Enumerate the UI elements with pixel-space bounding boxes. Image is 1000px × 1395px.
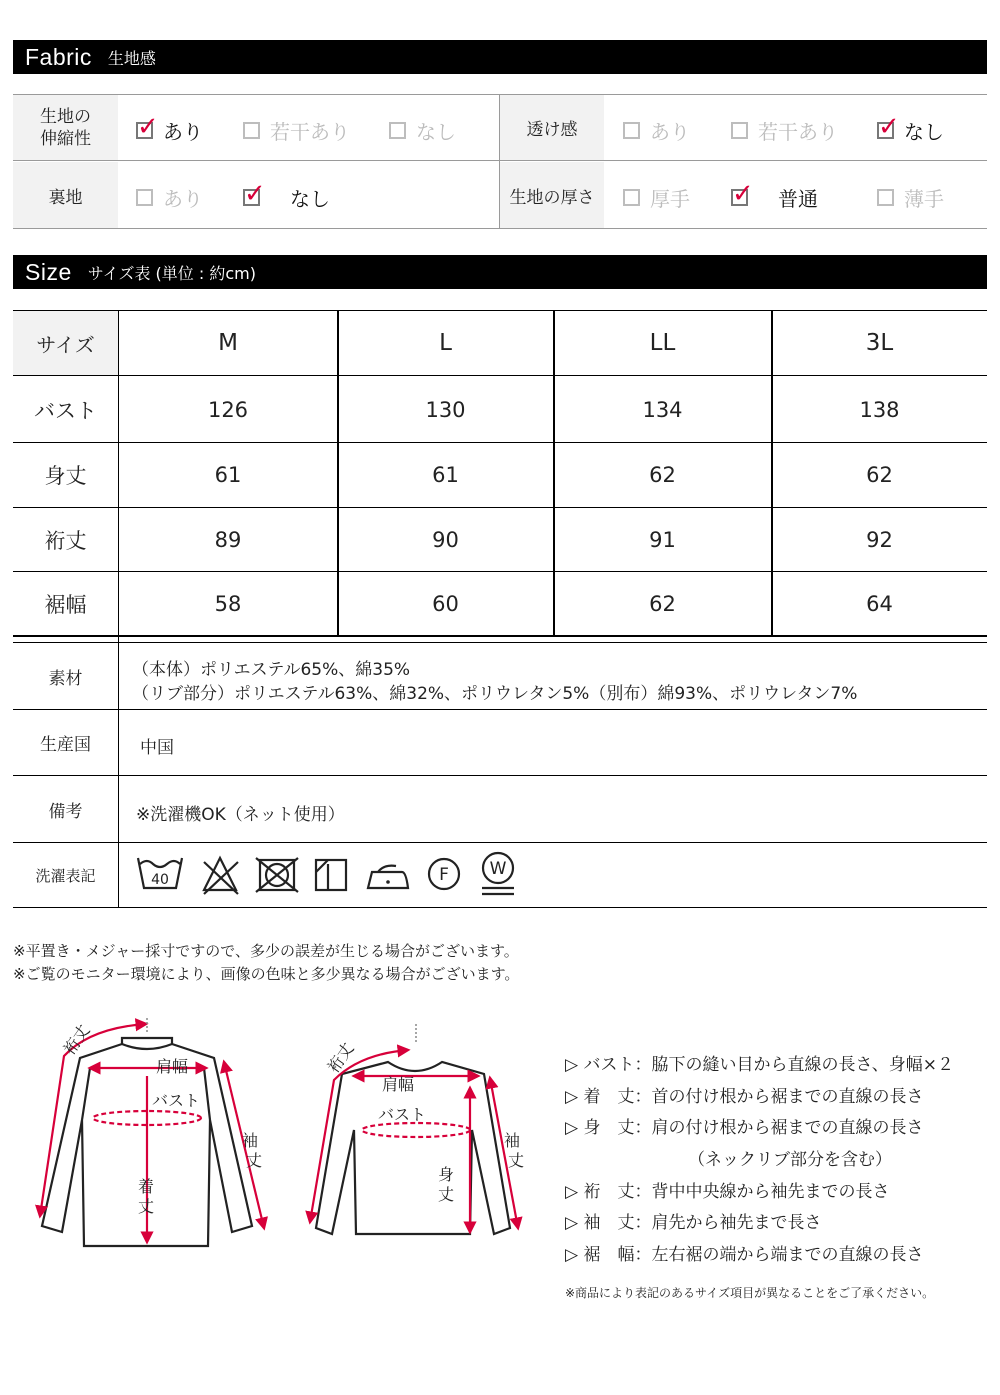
drip-dry-shade-icon [316, 860, 346, 890]
no-bleach-icon [204, 858, 238, 894]
thickness-option-usude: 薄手 [877, 183, 944, 212]
fabric-header [13, 40, 987, 74]
table-cell: 130 [425, 397, 466, 422]
divider [13, 375, 987, 376]
divider [13, 842, 987, 843]
divider [13, 310, 987, 311]
legend-mitake-note: （ネックリブ部分を含む） [688, 1150, 892, 1170]
divider [13, 228, 987, 229]
sweater-mitake-label: 身 [438, 1165, 455, 1184]
table-cell: 90 [432, 527, 459, 552]
jacket-katahaba-label: 肩幅 [156, 1057, 189, 1076]
divider [553, 310, 555, 635]
care-icons [134, 850, 519, 900]
table-cell: 89 [214, 527, 242, 552]
jacket-kitake-label-2: 丈 [138, 1197, 155, 1216]
table-cell: 126 [207, 397, 249, 422]
dry-clean-letter: F [439, 865, 449, 885]
legend-mitake: ▷ 身 丈：肩の付け根から裾までの直線の長さ [565, 1118, 924, 1138]
lining-label: 裏地 [13, 162, 118, 228]
divider [499, 94, 500, 228]
lining-option-nashi: ✓ なし [244, 179, 330, 211]
divider [337, 310, 339, 635]
size-col-m: M [218, 330, 238, 356]
row-label-susohaba: 裾幅 [44, 593, 87, 617]
size-header-label: サイズ [13, 311, 118, 375]
origin-value: 中国 [140, 738, 174, 758]
row-label-yukitake: 裄丈 [44, 528, 87, 553]
divider [13, 442, 987, 443]
divider [771, 310, 773, 635]
table-cell: 92 [866, 527, 893, 552]
jacket-yukitake-label: 裄丈 [59, 1021, 94, 1059]
jacket-bust-label: バスト [152, 1091, 201, 1110]
lining-option-ari: あり [136, 183, 203, 212]
divider [13, 709, 987, 710]
stretch-option-nashi: なし [389, 116, 456, 145]
divider [13, 635, 987, 637]
notes-value: ※洗濯機OK（ネット使用） [136, 805, 345, 825]
divider [13, 907, 987, 908]
wash-temp: 40 [151, 872, 169, 888]
sweater-sodetake-label: 袖 [504, 1131, 521, 1150]
table-cell: 61 [432, 463, 459, 487]
origin-label: 生産国 [40, 735, 91, 755]
divider [13, 160, 987, 161]
thickness-option-atsude: 厚手 [623, 183, 690, 212]
material-label: 素材 [48, 668, 83, 689]
material-line-1: （本体）ポリエステル65%、綿35% [132, 660, 411, 680]
fabric-title: Fabric [25, 43, 92, 70]
stretch-label: 生地の 伸縮性 [13, 95, 118, 160]
divider [13, 507, 987, 508]
size-header [13, 255, 987, 289]
note-2: ※ご覧のモニター環境により、画像の色味と多少異なる場合がございます。 [13, 965, 520, 983]
divider [13, 94, 987, 95]
sheer-option-ari: あり [623, 116, 690, 145]
note-1: ※平置き・メジャー採寸ですので、多少の誤差が生じる場合がございます。 [13, 942, 519, 960]
table-cell: 134 [642, 397, 683, 422]
size-col-l: L [439, 330, 452, 356]
legend-susohaba: ▷ 裾 幅：左右裾の端から端までの直線の長さ [565, 1245, 924, 1265]
divider [13, 642, 987, 643]
jacket-kitake-label: 着 [138, 1177, 155, 1196]
footnote: ※商品により表記のあるサイズ項目が異なることをご了承ください。 [565, 1286, 935, 1300]
table-cell: 60 [432, 592, 459, 616]
size-subtitle: サイズ表 (単位 : 約cm) [87, 263, 256, 283]
table-cell: 64 [866, 592, 893, 616]
table-cell: 91 [649, 527, 676, 552]
table-cell: 62 [649, 463, 676, 487]
material-line-2: （リブ部分）ポリエステル63%、綿32%、ポリウレタン5%（別布）綿93%、ポリウレタン7% [132, 684, 858, 704]
jacket-sodetake-label-2: 丈 [246, 1151, 263, 1170]
divider [118, 310, 119, 635]
notes-label: 備考 [48, 801, 83, 822]
wet-clean-letter: W [489, 859, 507, 879]
row-label-bust: バスト [34, 398, 97, 423]
sweater-bust-label: バスト [378, 1105, 427, 1124]
size-col-ll: LL [649, 330, 676, 356]
thickness-label: 生地の厚さ [500, 162, 604, 228]
row-label-mitake: 身丈 [44, 464, 87, 488]
fabric-subtitle: 生地感 [107, 48, 156, 68]
care-label: 洗濯表記 [35, 866, 96, 885]
sweater-mitake-label-2: 丈 [438, 1185, 455, 1204]
divider [13, 775, 987, 776]
sweater-sodetake-label-2: 丈 [508, 1151, 525, 1170]
garment-diagrams [10, 1010, 550, 1275]
sweater-bust-ellipse [362, 1123, 470, 1137]
legend-kitake: ▷ 着 丈：首の付け根から裾までの直線の長さ [565, 1087, 924, 1107]
divider [13, 571, 987, 572]
legend-yukitake: ▷ 裄 丈：背中中央線から袖先までの長さ [565, 1182, 890, 1202]
table-cell: 62 [649, 592, 676, 616]
jacket-sodetake-label: 袖 [242, 1131, 259, 1150]
thickness-option-futsuu: ✓ 普通 [732, 179, 818, 211]
size-title: Size [25, 258, 72, 285]
table-cell: 58 [214, 592, 242, 616]
iron-dot [386, 880, 390, 884]
sheer-option-nashi: ✓ なし [878, 112, 944, 144]
sheer-label: 透け感 [500, 95, 604, 160]
legend-bust: ▷ バスト：脇下の縫い目から直線の長さ、身幅×２ [565, 1055, 955, 1075]
no-tumble-dry-icon [256, 858, 298, 892]
stretch-option-jakkan: 若干あり [243, 116, 350, 145]
iron-low-icon [368, 866, 408, 888]
sweater-yukitake-label: 裄丈 [323, 1039, 358, 1077]
table-cell: 138 [859, 397, 900, 422]
stretch-option-ari: ✓ あり [137, 112, 203, 144]
legend-sodetake: ▷ 袖 丈：肩先から袖先まで長さ [565, 1213, 822, 1233]
sweater-katahaba-label: 肩幅 [382, 1075, 415, 1094]
sheer-option-jakkan: 若干あり [731, 116, 838, 145]
size-col-3l: 3L [865, 330, 894, 356]
table-cell: 61 [214, 463, 242, 487]
divider [118, 637, 119, 907]
table-cell: 62 [866, 463, 893, 487]
